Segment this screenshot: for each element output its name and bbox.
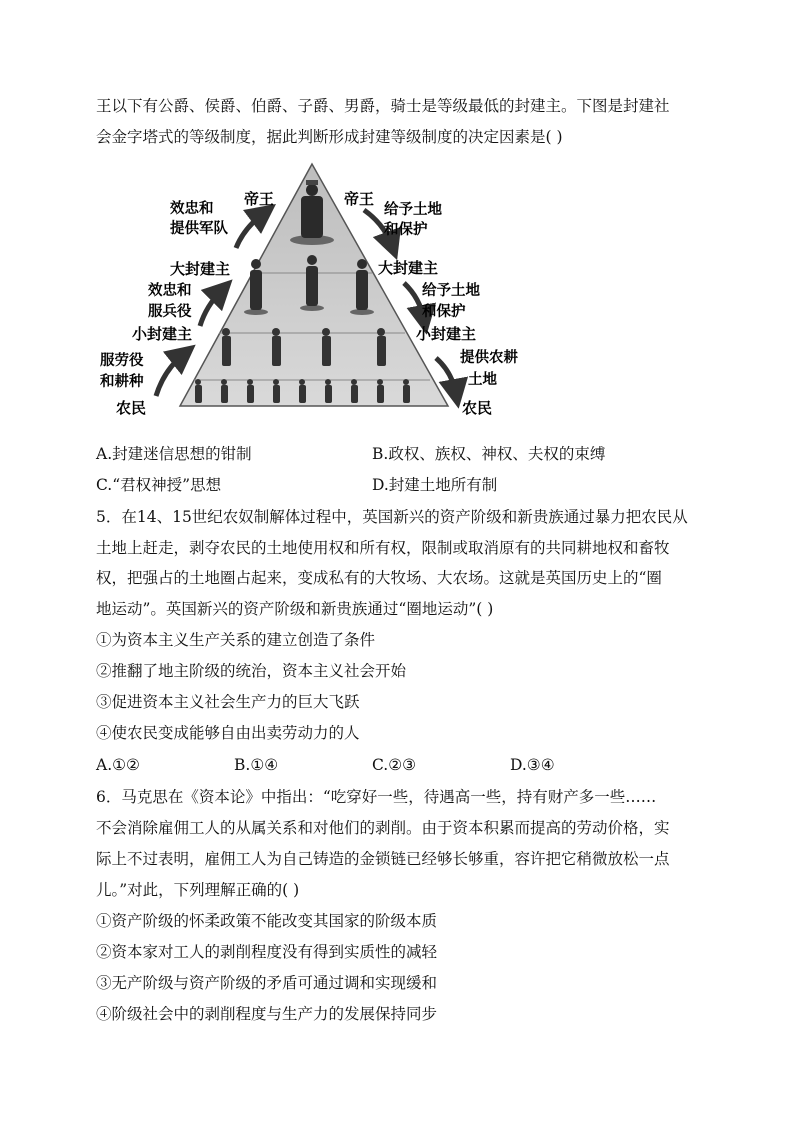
right-label-grant3-line1: 提供农耕 — [460, 350, 518, 366]
right-label-vassal: 小封建主 — [416, 325, 477, 343]
q5-option-a: A.①② — [96, 756, 140, 774]
q6-stem-line-4: 儿。”对此，下列理解正确的( ) — [96, 881, 300, 899]
q5-option-b: B.①④ — [234, 756, 279, 774]
left-label-vassal: 小封建主 — [132, 325, 193, 343]
q4-stem-line-1: 王以下有公爵、侯爵、伯爵、子爵、男爵，骑士是等级最低的封建主。下图是封建社 — [96, 97, 670, 115]
q5-item-4: ④使农民变成能够自由出卖劳动力的人 — [96, 724, 360, 742]
q5-stem-line-1: 5．在14、15世纪农奴制解体过程中，英国新兴的资产阶级和新贵族通过暴力把农民从 — [96, 508, 688, 526]
left-label-peasant: 农民 — [116, 399, 147, 417]
left-label-loyalty1-line2: 提供军队 — [170, 221, 228, 237]
left-label-king: 帝王 — [244, 190, 275, 208]
right-label-lord: 大封建主 — [378, 259, 439, 277]
arrow-labor-farming — [156, 354, 184, 396]
q5-item-3: ③促进资本主义社会生产力的巨大飞跃 — [96, 693, 360, 711]
q6-stem-line-3: 际上不过表明，雇佣工人为自己铸造的金锁链已经够长够重，容许把它稍微放松一点 — [96, 850, 670, 868]
q6-item-2: ②资本家对工人的剥削程度没有得到实质性的减轻 — [96, 943, 438, 961]
q5-option-c: C.②③ — [372, 756, 417, 774]
right-label-grant1-line2: 和保护 — [384, 222, 428, 238]
q5-option-d: D.③④ — [510, 756, 555, 774]
q6-item-3: ③无产阶级与资产阶级的矛盾可通过调和实现缓和 — [96, 974, 438, 992]
q4-option-a: A.封建迷信思想的钳制 — [96, 445, 252, 463]
q6-stem-line-2: 不会消除雇佣工人的从属关系和对他们的剥削。由于资本积累而提高的劳动价格，实 — [96, 819, 670, 837]
q6-stem-line-1: 6．马克思在《资本论》中指出：“吃穿好一些，待遇高一些，持有财产多一些…… — [96, 788, 657, 806]
left-label-loyalty1-line1: 效忠和 — [170, 201, 214, 217]
left-label-service-line1: 服劳役 — [100, 353, 144, 369]
right-label-king: 帝王 — [344, 190, 375, 208]
feudal-pyramid-figure — [94, 158, 534, 423]
right-label-grant2-line2: 和保护 — [422, 304, 466, 320]
q5-stem-line-4: 地运动”。英国新兴的资产阶级和新贵族通过“圈地运动”( ) — [96, 600, 494, 618]
right-label-peasant: 农民 — [462, 399, 493, 417]
q5-item-1: ①为资本主义生产关系的建立创造了条件 — [96, 631, 376, 649]
left-label-loyalty2-line2: 服兵役 — [148, 304, 192, 320]
q5-stem-line-2: 土地上赶走，剥夺农民的土地使用权和所有权，限制或取消原有的共同耕地权和畜牧 — [96, 539, 670, 557]
arrow-loyalty-army — [236, 213, 264, 248]
right-label-grant3-line2: 土地 — [468, 372, 497, 388]
q5-item-2: ②推翻了地主阶级的统治，资本主义社会开始 — [96, 662, 407, 680]
right-label-grant2-line1: 给予土地 — [422, 283, 480, 299]
q4-option-b: B.政权、族权、神权、夫权的束缚 — [372, 445, 606, 463]
left-label-lord: 大封建主 — [170, 260, 231, 278]
q6-item-1: ①资产阶级的怀柔政策不能改变其国家的阶级本质 — [96, 912, 438, 930]
arrow-loyalty-service — [200, 290, 222, 326]
q5-stem-line-3: 权，把强占的土地圈占起来，变成私有的大牧场、大农场。这就是英国历史上的“圈 — [96, 569, 662, 587]
left-label-loyalty2-line1: 效忠和 — [148, 283, 192, 299]
q4-option-d: D.封建土地所有制 — [372, 476, 498, 494]
right-label-grant1-line1: 给予土地 — [384, 202, 442, 218]
left-label-service-line2: 和耕种 — [100, 374, 144, 390]
q4-stem-line-2: 会金字塔式的等级制度，据此判断形成封建等级制度的决定因素是( ) — [96, 128, 563, 146]
arrow-grant-land-2 — [404, 283, 424, 320]
q4-option-c: C.“君权神授”思想 — [96, 476, 222, 494]
q6-item-4: ④阶级社会中的剥削程度与生产力的发展保持同步 — [96, 1005, 438, 1023]
